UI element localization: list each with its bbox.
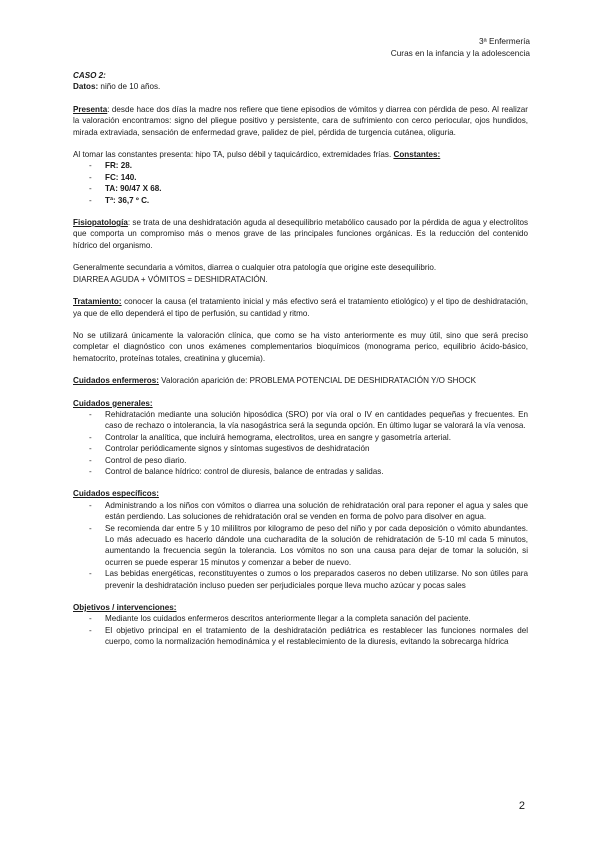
list-item: - Mediante los cuidados enfermeros descritos anteriormente llegar a la completa sanación del paciente.	[73, 613, 528, 624]
list-item: - El objetivo principal en el tratamiento de la deshidratación pediátrica es restablecer las funciones normales del cuerpo, como la normalización hemodinámica y el restablecimiento de la diuresis, evitando la sobrecarga hídrica	[73, 625, 528, 648]
list-item: - Controlar la analítica, que incluirá hemograma, electrolitos, urea en sangre y gasometría arterial.	[73, 432, 528, 443]
constant-item: - TA: 90/47 X 68.	[73, 183, 528, 194]
cuidados-enfermeros: Cuidados enfermeros: Valoración aparición de: PROBLEMA POTENCIAL DE DESHIDRATACIÓN Y/O SHOCK	[73, 376, 477, 386]
header-course: 3ª Enfermería	[478, 36, 530, 46]
constant-item: - FC: 140.	[73, 172, 528, 183]
list-item: - Las bebidas energéticas, reconstituyentes o zumos o los preparados caseros no deben utilizarse. No son útiles para prevenir la deshidratación incluso pueden ser perjudiciales porque lleva mucho azúcar y pocas sales	[73, 568, 528, 591]
list-item: - Se recomienda dar entre 5 y 10 mililitros por kilogramo de peso del niño y por cada deposición o vómito abundantes. Lo más adecuado es hacerlo dándole una cucharadita de la solución de rehidratación de 5-10 ml cada 5 minutos, aumentando la frecuencia según la tolerancia. Los vómitos no son una causa para dejar de tomar la solución, si ocurren se puede esperar 15 minutos y comenzar a beber de nuevo.	[73, 523, 528, 569]
presenta-paragraph: Presenta: desde hace dos días la madre nos refiere que tiene episodios de vómitos y diarrea con pérdida de peso. Al realizar la valoración encontramos: signo del pliegue positivo y persistente, cara de sufrimiento con cerco periocular, ojos hundidos, mirada extraviada, sensación de enfermedad grave, palidez de piel, pérdida de turgencia cutánea, oliguria.	[73, 104, 528, 137]
fisiopatologia-paragraph: Fisiopatología: se trata de una deshidratación aguda al desequilibrio metabólico causado por la pérdida de agua y electrolitos que comporta un compromiso más o menos grave de las principales funciones orgánicas. Es la reducción del contenido hídrico del organismo.	[73, 218, 528, 250]
formula-line: DIARREA AGUDA + VÓMITOS = DESHIDRATACIÓN.	[73, 274, 268, 284]
header-subject: Curas en la infancia y la adolescencia	[390, 48, 530, 58]
generales-heading: Cuidados generales:	[73, 398, 153, 408]
constant-item: - FR: 28.	[73, 160, 528, 171]
list-item: - Control de balance hídrico: control de diuresis, balance de entradas y salidas.	[73, 466, 528, 477]
list-item: - Controlar periódicamente signos y síntomas sugestivos de deshidratación	[73, 443, 528, 454]
list-item: - Administrando a los niños con vómitos o diarrea una solución de rehidratación oral para reponer el agua y sales que están perdiendo. Las soluciones de rehidratación oral se venden en forma de polvo para disolver en agua.	[73, 500, 528, 523]
secondary-line: Generalmente secundaria a vómitos, diarrea o cualquier otra patología que origine este desequilibrio.	[73, 263, 437, 273]
list-item: - Rehidratación mediante una solución hiposódica (SRO) por vía oral o IV en cantidades pequeñas y frecuentes. En caso de rechazo o intolerancia, la vía nasogástrica será la segunda opción. En último lugar se valorará la vía venosa.	[73, 409, 528, 432]
objetivos-heading: Objetivos / intervenciones:	[73, 603, 177, 613]
generales-list	[73, 409, 528, 477]
especificos-heading: Cuidados específicos:	[73, 489, 159, 499]
objetivos-list	[73, 613, 528, 647]
especificos-list	[73, 500, 528, 591]
case-data: Datos: niño de 10 años.	[73, 82, 161, 92]
list-item: - Control de peso diario.	[73, 455, 528, 466]
document-body	[73, 70, 528, 648]
case-title: CASO 2:	[73, 71, 106, 80]
page-number: 2	[518, 800, 525, 812]
valoracion-paragraph: No se utilizará únicamente la valoración clínica, que como se ha visto anteriormente es muy útil, sino que será preciso completar el diagnóstico con unos exámenes complementarios bioquímicos (monograma perico, equilibrio ácido-básico, hematocrito, proteínas totales, creatinina y glucemia).	[73, 330, 528, 363]
constant-item: - Tª: 36,7 º C.	[73, 195, 528, 206]
page-header	[391, 35, 530, 59]
tratamiento-paragraph: Tratamiento: conocer la causa (el tratamiento inicial y más efectivo será el tratamiento etiológico) y el tipo de deshidratación, ya que de ello dependerá el tipo de perfusión, su cantidad y ritmo.	[73, 297, 528, 318]
constants-list	[73, 160, 528, 206]
constants-intro: Al tomar las constantes presenta: hipo TA, pulso débil y taquicárdico, extremidades frías. Constantes:	[73, 150, 441, 160]
